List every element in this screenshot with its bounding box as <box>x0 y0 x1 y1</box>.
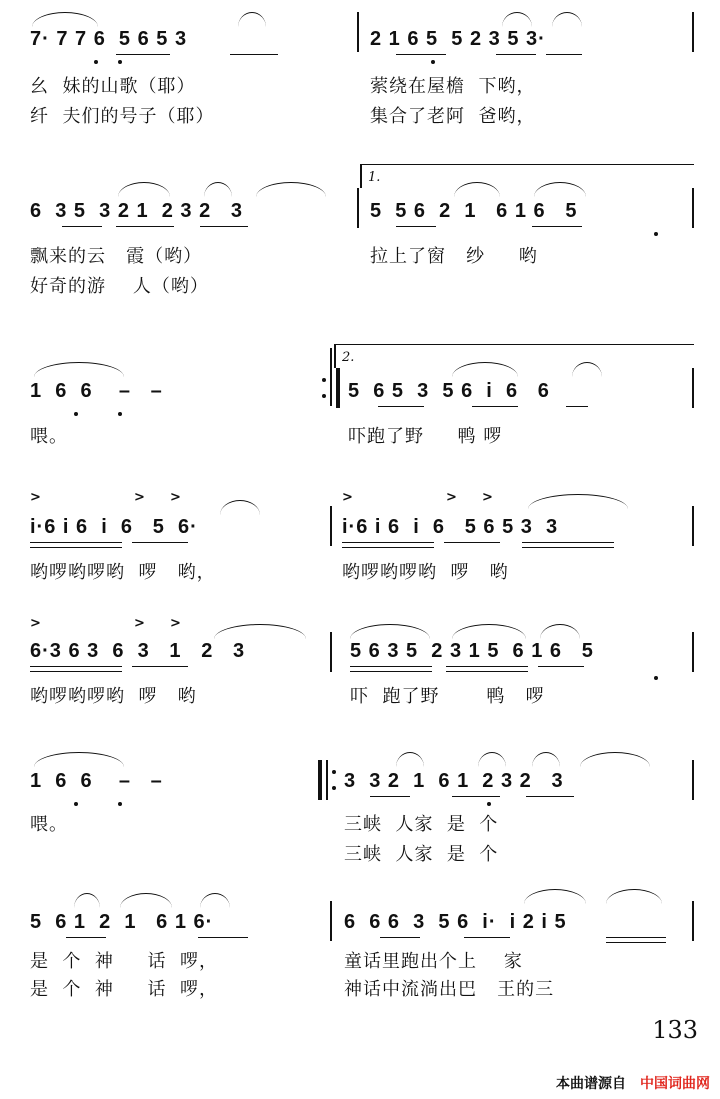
repeat-dot <box>322 378 326 382</box>
underline <box>452 796 500 797</box>
barline <box>330 901 332 941</box>
accent-mark: > <box>482 490 493 505</box>
underline <box>116 226 174 227</box>
underline <box>496 54 536 55</box>
underline <box>132 542 188 543</box>
lyric-line: 哟啰哟啰哟 啰 哟， <box>30 562 216 583</box>
slur <box>120 893 172 908</box>
underline <box>446 671 528 672</box>
barline <box>692 368 694 408</box>
score-system-6 <box>0 730 720 880</box>
measure-notes: i·6 i 6 i 6 5 6· <box>30 516 198 538</box>
underline <box>198 937 248 938</box>
underline <box>342 547 434 548</box>
score-system-5 <box>0 600 720 750</box>
accent-mark: > <box>134 616 145 631</box>
slur <box>74 893 100 908</box>
measure-notes: 1 6 6 – – <box>30 380 163 402</box>
octave-dot <box>118 802 122 806</box>
underline <box>62 226 102 227</box>
slur <box>552 12 582 27</box>
underline <box>132 666 188 667</box>
accent-mark: > <box>30 490 41 505</box>
slur <box>350 624 430 639</box>
underline <box>606 937 666 938</box>
underline <box>464 937 510 938</box>
underline <box>526 796 574 797</box>
measure-notes: 7· 7 7 6 5 6 5 3 <box>30 28 188 50</box>
underline <box>380 937 420 938</box>
underline <box>30 671 122 672</box>
lyric-line: 吓 跑了野 鸭 啰 <box>350 686 545 707</box>
underline <box>350 671 432 672</box>
measure-notes: i·6 i 6 i 6 5 6 5 3 3 <box>342 516 559 538</box>
octave-dot <box>94 60 98 64</box>
octave-dot <box>74 802 78 806</box>
underline <box>30 547 122 548</box>
measure-notes: 5 6 5 3 5 6 i 6 6 <box>348 380 550 402</box>
score-system-2 <box>0 160 720 310</box>
lyric-line: 拉上了窗 纱 哟 <box>370 246 538 267</box>
barline <box>692 12 694 52</box>
accent-mark: > <box>170 616 181 631</box>
slur <box>452 362 518 377</box>
underline <box>532 226 582 227</box>
lyric-line: 幺 妹的山歌（耶） <box>30 76 196 97</box>
octave-dot <box>118 60 122 64</box>
slur <box>118 182 170 197</box>
slur <box>204 182 232 197</box>
lyric-line: 三峡 人家 是 个 <box>344 814 499 835</box>
repeat-dot <box>322 394 326 398</box>
slur <box>502 12 532 27</box>
slur <box>396 752 424 767</box>
score-system-3 <box>0 340 720 490</box>
octave-dot <box>654 676 658 680</box>
accent-mark: > <box>170 490 181 505</box>
slur <box>34 752 124 767</box>
slur <box>532 752 560 767</box>
underline <box>200 226 248 227</box>
underline <box>606 942 666 943</box>
repeat-dot <box>332 786 336 790</box>
slur <box>454 182 500 197</box>
measure-notes: 5 5 6 2 1 6 1 6 5 <box>370 200 578 222</box>
underline <box>396 54 446 55</box>
slur <box>540 624 580 639</box>
slur <box>606 889 662 904</box>
lyric-line: 萦绕在屋檐 下哟， <box>370 76 536 97</box>
underline <box>538 666 584 667</box>
underline <box>446 666 528 667</box>
underline <box>116 54 170 55</box>
underline <box>66 937 106 938</box>
measure-notes: 3 3 2 1 6 1 2 3 2 3 <box>344 770 564 792</box>
lyric-line: 纤 夫们的号子（耶） <box>30 106 215 127</box>
measure-notes: 5 6 3 5 2 3 1 5 6 1 6 5 <box>350 640 594 662</box>
barline <box>692 188 694 228</box>
lyric-line: 吓跑了野 鸭 啰 <box>348 426 503 447</box>
lyric-line: 童话里跑出个上 家 <box>344 951 523 972</box>
page-number: 133 <box>652 1016 698 1044</box>
lyric-line: 神话中流淌出巴 王的三 <box>344 979 555 1000</box>
measure-notes: 2 1 6 5 5 2 3 5 3· <box>370 28 546 50</box>
underline <box>566 406 588 407</box>
measure-notes: 5 6 1 2 1 6 1 6· <box>30 911 214 933</box>
lyric-line: 好奇的游 人（哟） <box>30 276 209 297</box>
measure-notes: 6 6 6 3 5 6 i· i 2 i 5 <box>344 911 567 933</box>
lyric-line: 是 个 神 话 啰， <box>30 951 218 972</box>
barline <box>692 901 694 941</box>
lyric-line: 哟啰哟啰哟 啰 哟 <box>30 686 197 707</box>
measure-notes: 1 6 6 – – <box>30 770 163 792</box>
measure-notes: 6 3 5 3 2 1 2 3 2 3 <box>30 200 244 222</box>
underline <box>30 666 122 667</box>
volta-bracket <box>360 164 694 165</box>
source-label: 本曲谱源自 <box>556 1076 626 1092</box>
lyric-line: 集合了老阿 爸哟， <box>370 106 536 127</box>
underline <box>396 226 436 227</box>
octave-dot <box>74 412 78 416</box>
accent-mark: > <box>342 490 353 505</box>
slur <box>478 752 506 767</box>
slur <box>34 362 124 377</box>
underline <box>30 542 122 543</box>
slur <box>528 494 628 509</box>
slur <box>580 752 650 767</box>
barline <box>336 368 340 408</box>
barline <box>692 506 694 546</box>
slur <box>452 624 526 639</box>
underline <box>370 796 410 797</box>
underline <box>522 547 614 548</box>
volta-bracket <box>334 344 694 345</box>
score-system-1 <box>0 0 720 150</box>
volta-label: 1. <box>368 170 381 185</box>
volta-bracket <box>334 344 336 368</box>
underline <box>472 406 518 407</box>
accent-mark: > <box>30 616 41 631</box>
slur <box>572 362 602 377</box>
slur <box>256 182 326 197</box>
lyric-line: 喂。 <box>30 814 68 835</box>
slur <box>220 500 260 515</box>
lyric-line: 飘来的云 霞（哟） <box>30 246 203 267</box>
slur <box>524 889 586 904</box>
underline <box>444 542 500 543</box>
octave-dot <box>654 232 658 236</box>
underline <box>378 406 424 407</box>
slur <box>238 12 266 27</box>
slur <box>214 624 306 639</box>
lyric-line: 是 个 神 话 啰， <box>30 979 218 1000</box>
accent-mark: > <box>446 490 457 505</box>
volta-label: 2. <box>342 350 355 365</box>
score-system-7 <box>0 875 720 1025</box>
underline <box>342 542 434 543</box>
barline <box>692 632 694 672</box>
barline <box>330 506 332 546</box>
barline <box>318 760 322 800</box>
octave-dot <box>487 802 491 806</box>
source-footer <box>556 1073 710 1093</box>
underline <box>522 542 614 543</box>
lyric-line: 哟啰哟啰哟 啰 哟 <box>342 562 509 583</box>
slur <box>32 12 98 27</box>
volta-bracket <box>360 164 362 188</box>
barline <box>692 760 694 800</box>
octave-dot <box>431 60 435 64</box>
octave-dot <box>118 412 122 416</box>
lyric-line: 三峡 人家 是 个 <box>344 844 499 865</box>
barline <box>330 348 332 406</box>
underline <box>230 54 278 55</box>
site-brand-link[interactable]: 中国词曲网 <box>640 1076 710 1092</box>
accent-mark: > <box>134 490 145 505</box>
barline <box>326 760 328 800</box>
lyric-line: 喂。 <box>30 426 68 447</box>
underline <box>546 54 582 55</box>
barline <box>357 12 359 52</box>
barline <box>330 632 332 672</box>
measure-notes: 6·3 6 3 6 3 1 2 3 <box>30 640 246 662</box>
slur <box>534 182 586 197</box>
underline <box>350 666 432 667</box>
slur <box>200 893 230 908</box>
barline <box>357 188 359 228</box>
repeat-dot <box>332 770 336 774</box>
